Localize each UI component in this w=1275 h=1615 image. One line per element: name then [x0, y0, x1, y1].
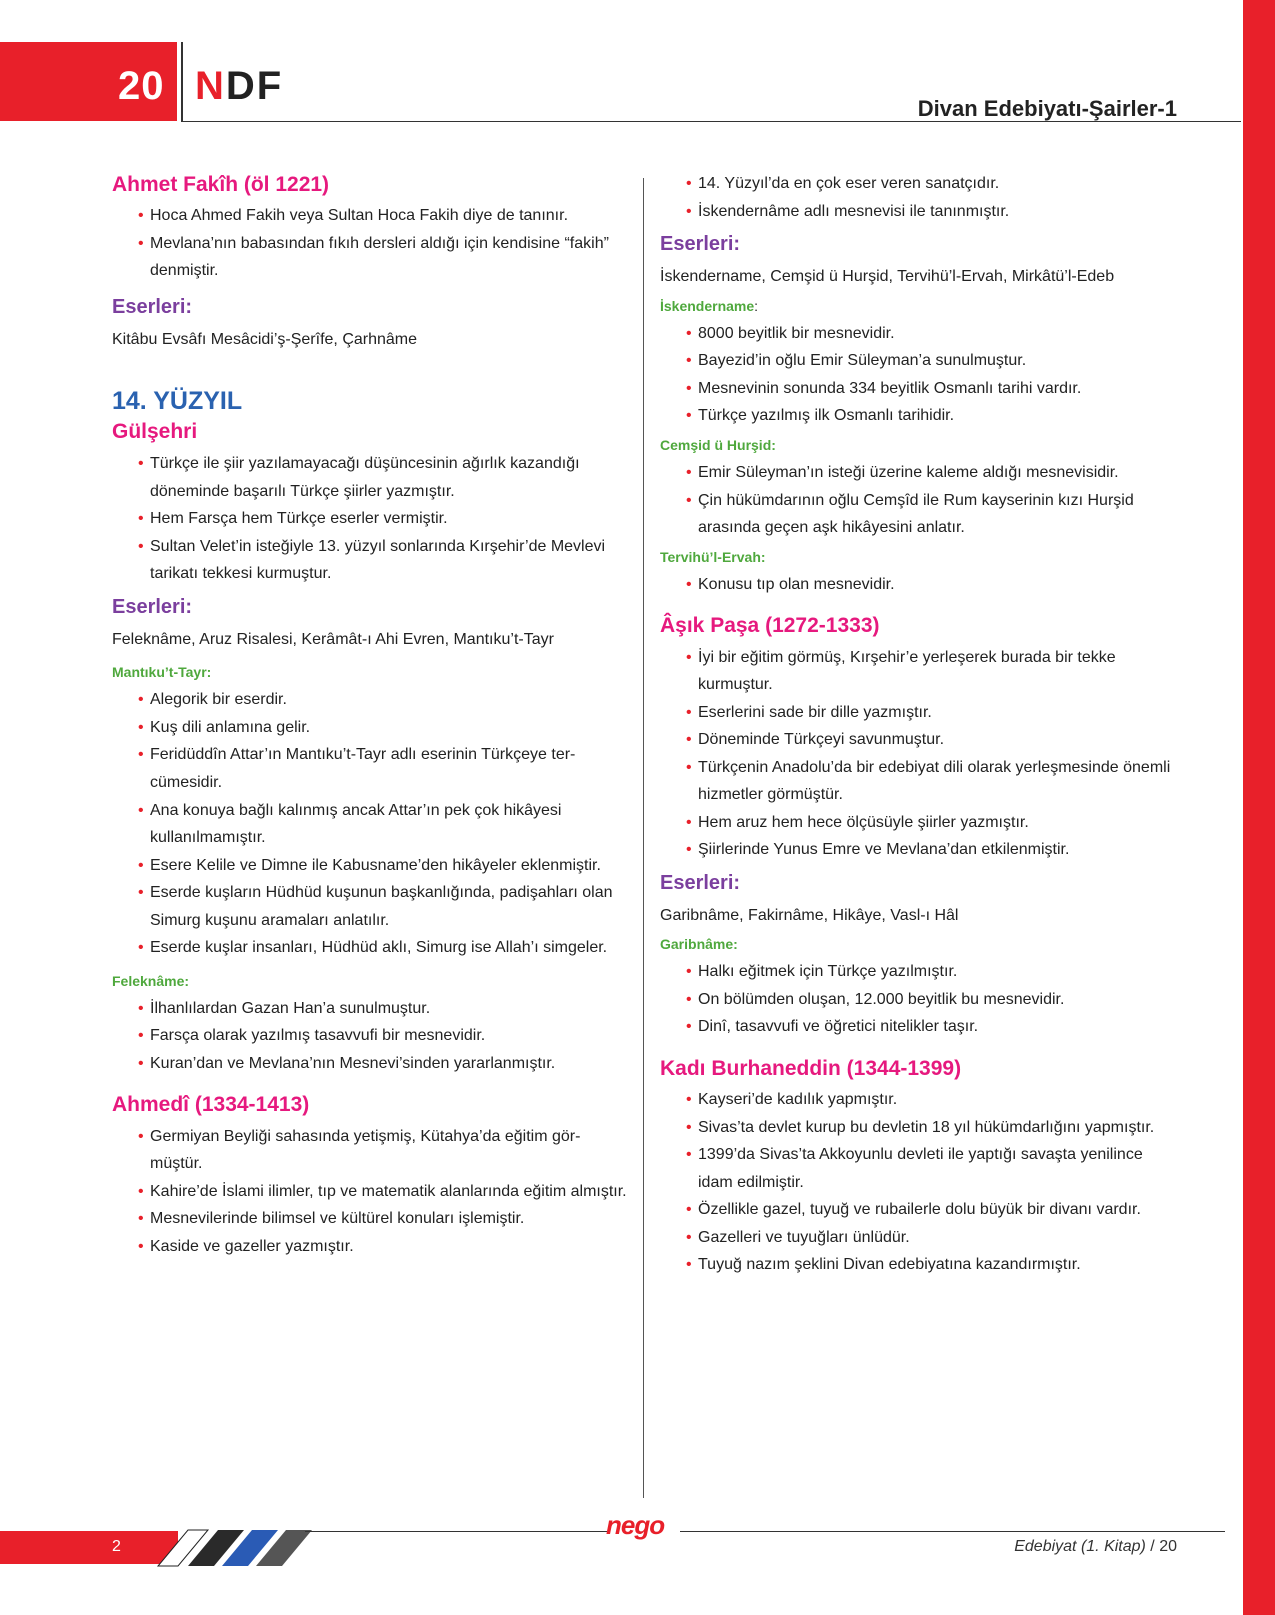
list-item — [660, 836, 1175, 864]
list-item-text: Döneminde Türkçeyi savunmuştur. — [698, 731, 945, 749]
list-item-text: 1399’da Sivas’ta Akkoyunlu devleti ile yaptığı savaşta yenilince idam edilmiştir. — [698, 1146, 1143, 1191]
list-item — [660, 644, 1175, 699]
works-text: Feleknâme, Aruz Risalesi, Kerâmât-ı Ahi Evren, Mantıku’t-Tayr — [112, 630, 554, 648]
list-item — [660, 347, 1175, 375]
list-item — [112, 934, 627, 962]
bullet-icon: • — [686, 463, 692, 481]
bullet-icon: • — [686, 202, 692, 220]
list-item-text: 8000 beyitlik bir mesnevidir. — [698, 324, 895, 342]
list-item — [660, 459, 1175, 487]
list-item — [112, 1233, 627, 1261]
list-item-text: Farsça olarak yazılmış tasavvufi bir mesnevidir. — [150, 1027, 486, 1045]
bullet-icon: • — [686, 352, 692, 370]
list-item — [112, 797, 627, 852]
list-item-text: Dinî, tasavvufi ve öğretici nitelikler taşır. — [698, 1018, 979, 1036]
footer-book — [1014, 1538, 1177, 1556]
list-item-text: Bayezid’in oğlu Emir Süleyman’a sunulmuştur. — [698, 352, 1027, 370]
list-item — [660, 198, 1175, 226]
list-item — [112, 533, 627, 588]
section-title-asik: Âşık Paşa (1272-1333) — [660, 614, 880, 638]
subsection-label-colon: : — [754, 297, 759, 314]
list-item — [660, 809, 1175, 837]
bullet-icon: • — [686, 379, 692, 397]
brand-rest: DF — [225, 64, 284, 108]
works-text: Kitâbu Evsâfı Mesâcidi’ş-Şerîfe, Çarhnâme — [112, 330, 418, 348]
header-title: Divan Edebiyatı-Şairler-1 — [917, 96, 1177, 121]
list-item-text: Özellikle gazel, tuyuğ ve rubailerle dolu büyük bir divanı vardır. — [698, 1201, 1141, 1219]
bullet-icon: • — [686, 1256, 692, 1274]
ahmedi-list — [112, 1123, 627, 1261]
subsection-label: Feleknâme: — [112, 972, 190, 989]
bullet-icon: • — [138, 537, 144, 555]
bullet-icon: • — [138, 801, 144, 819]
header-brand — [195, 66, 283, 106]
list-item — [112, 202, 627, 230]
list-item-text: On bölümden oluşan, 12.000 beyitlik bu mesnevidir. — [698, 990, 1065, 1008]
mantik-list — [112, 686, 627, 961]
list-item — [112, 1123, 627, 1178]
works-label: Eserleri: — [660, 871, 741, 894]
list-item-text: Eserlerini sade bir dille yazmıştır. — [698, 703, 932, 721]
ahmedi-list-cont — [660, 170, 1175, 225]
footer-rule-right — [680, 1531, 1225, 1532]
footer-logo: nego — [606, 1510, 665, 1540]
list-item — [112, 995, 627, 1023]
section-title-ahmet: Ahmet Fakîh (öl 1221) — [112, 173, 330, 196]
list-item — [660, 571, 1175, 599]
list-item-text: Sultan Velet’in isteğiyle 13. yüzyıl sonlarında Kırşehir’de Mevlevi tarikatı tekkesi kurmuştur. — [150, 537, 606, 583]
list-item — [112, 1205, 627, 1233]
bullet-icon: • — [138, 1182, 144, 1200]
header-page-number: 20 — [118, 64, 165, 108]
bullet-icon: • — [686, 407, 692, 425]
left-column — [112, 173, 627, 1260]
list-item-text: Hem aruz hem hece ölçüsüyle şiirler yazmıştır. — [698, 813, 1029, 831]
bullet-icon: • — [138, 856, 144, 874]
list-item-text: Emir Süleyman’ın isteği üzerine kaleme aldığı mesnevisidir. — [698, 463, 1119, 481]
subsection-label-text: İskendername — [660, 297, 755, 314]
section-title-kadi: Kadı Burhaneddin (1344-1399) — [660, 1056, 962, 1080]
bullet-icon: • — [686, 963, 692, 981]
list-item-text: Türkçe ile şiir yazılamayacağı düşüncesinin ağırlık kazandığı döneminde başarılı Türkçe şiirler yazmıştır. — [150, 455, 580, 500]
list-item-text: Kahire’de İslami ilimler, tıp ve matematik alanlarında eğitim almıştır. — [150, 1182, 627, 1200]
list-item-text: Türkçenin Anadolu’da bir edebiyat dili olarak yerleşmesinde önemli hizmetler görmüştür. — [698, 758, 1171, 804]
list-item — [660, 1141, 1175, 1196]
list-item — [112, 879, 627, 934]
list-item-text: Kuran’dan ve Mevlana’nın Mesnevi’sinden yararlanmıştır. — [150, 1054, 556, 1072]
list-item-text: İyi bir eğitim görmüş, Kırşehir’e yerleşerek burada bir tekke kurmuştur. — [698, 648, 1116, 694]
bullet-icon: • — [686, 758, 692, 776]
works-text: Garibnâme, Fakirnâme, Hikâye, Vasl-ı Hâl — [660, 906, 959, 924]
bullet-icon: • — [686, 813, 692, 831]
list-item-text: Mesnevilerinde bilimsel ve kültürel konuları işlemiştir. — [150, 1210, 525, 1228]
list-item — [112, 450, 627, 505]
bullet-icon: • — [138, 1027, 144, 1045]
list-item-text: Kayseri’de kadılık yapmıştır. — [698, 1091, 898, 1109]
bullet-icon: • — [138, 1237, 144, 1255]
list-item — [112, 1050, 627, 1078]
list-item — [660, 754, 1175, 809]
bullet-icon: • — [138, 1054, 144, 1072]
list-item — [660, 1224, 1175, 1252]
felek-list — [112, 995, 627, 1078]
list-item-text: Esere Kelile ve Dimne ile Kabusname’den hikâyeler eklenmiştir. — [150, 856, 601, 874]
list-item-text: 14. Yüzyıl’da en çok eser veren sanatçıdır. — [698, 175, 1000, 192]
footer-book-title: Edebiyat (1. Kitap) — [1014, 1538, 1146, 1555]
list-item-text: İskendernâme adlı mesnevisi ile tanınmıştır. — [698, 202, 1010, 220]
bullet-icon: • — [686, 575, 692, 593]
works-label: Eserleri: — [660, 233, 741, 256]
list-item — [112, 1022, 627, 1050]
list-item — [112, 852, 627, 880]
bullet-icon: • — [686, 648, 692, 666]
bullet-icon: • — [138, 207, 144, 225]
column-divider — [643, 178, 644, 1498]
bullet-icon: • — [138, 746, 144, 764]
bullet-icon: • — [686, 175, 692, 192]
ahmet-list — [112, 202, 627, 285]
bullet-icon: • — [686, 703, 692, 721]
list-item — [112, 505, 627, 533]
subsection-label — [660, 297, 1175, 315]
cemsid-list — [660, 459, 1175, 542]
tervih-list — [660, 571, 1175, 599]
bullet-icon: • — [138, 939, 144, 957]
asik-list — [660, 644, 1175, 864]
bullet-icon: • — [686, 731, 692, 749]
list-item-text: Halkı eğitmek için Türkçe yazılmıştır. — [698, 963, 958, 981]
header-divider — [181, 42, 183, 122]
list-item-text: Sivas’ta devlet kurup bu devletin 18 yıl hükümdarlığını yapmıştır. — [698, 1118, 1155, 1136]
list-item-text: Çin hükümdarının oğlu Cemşîd ile Rum kayserinin kızı Hurşid arasında geçen aşk hikâyesini anlatır. — [698, 491, 1134, 537]
works-text: İskendername, Cemşid ü Hurşid, Tervihü’l-Ervah, Mirkâtü’l-Edeb — [660, 268, 1115, 286]
subsection-label: Tervihü’l-Ervah: — [660, 548, 766, 565]
bullet-icon: • — [138, 1127, 144, 1145]
list-item — [660, 1196, 1175, 1224]
list-item — [660, 1013, 1175, 1041]
list-item — [112, 230, 627, 285]
bullet-icon: • — [686, 324, 692, 342]
list-item-text: Hoca Ahmed Fakih veya Sultan Hoca Fakih diye de tanınır. — [150, 207, 569, 225]
bullet-icon: • — [686, 1146, 692, 1164]
list-item-text: İlhanlılardan Gazan Han’a sunulmuştur. — [150, 999, 431, 1017]
list-item — [660, 958, 1175, 986]
list-item-text: Kuş dili anlamına gelir. — [150, 718, 311, 736]
kadi-list — [660, 1086, 1175, 1279]
list-item-text: Eserde kuşların Hüdhüd kuşunun başkanlığında, padişahları olan Simurg kuşunu aramaları anlatılır. — [150, 884, 613, 929]
subsection-label: Cemşid ü Hurşid: — [660, 436, 776, 453]
list-item-text: Feridüddîn Attar’ın Mantıku’t-Tayr adlı eserinin Türkçeye tercümesidir. — [150, 746, 576, 791]
bullet-icon: • — [686, 841, 692, 859]
header-rule — [183, 121, 1241, 122]
list-item — [112, 714, 627, 742]
right-column — [660, 176, 1175, 1279]
list-item — [660, 402, 1175, 430]
list-item-text: Hem Farsça hem Türkçe eserler vermiştir. — [150, 510, 448, 528]
subsection-label: Mantıku’t-Tayr: — [112, 664, 212, 681]
footer-stripes — [150, 1528, 320, 1568]
list-item-text: Mesnevinin sonunda 334 beyitlik Osmanlı tarihi vardır. — [698, 379, 1082, 397]
gulsehri-list — [112, 450, 627, 588]
footer-sep: / — [1145, 1538, 1160, 1555]
list-item — [112, 741, 627, 796]
list-item-text: Ana konuya bağlı kalınmış ancak Attar’ın pek çok hikâyesi kullanılmamıştır. — [150, 801, 562, 847]
right-edge-bar — [1243, 0, 1275, 1615]
bullet-icon: • — [138, 718, 144, 736]
list-item-text: Kaside ve gazeller yazmıştır. — [150, 1237, 354, 1255]
bullet-icon: • — [138, 1210, 144, 1228]
iskender-list — [660, 320, 1175, 430]
list-item-text: Şiirlerinde Yunus Emre ve Mevlana’dan etkilenmiştir. — [698, 841, 1070, 859]
bullet-icon: • — [138, 691, 144, 709]
list-item — [112, 1178, 627, 1206]
footer-rule-left — [305, 1531, 610, 1532]
bullet-icon: • — [686, 1018, 692, 1036]
list-item — [660, 726, 1175, 754]
list-item — [660, 1086, 1175, 1114]
footer-page-right: 20 — [1159, 1538, 1177, 1555]
bullet-icon: • — [686, 1118, 692, 1136]
bullet-icon: • — [138, 884, 144, 902]
bullet-icon: • — [138, 455, 144, 473]
list-item — [660, 986, 1175, 1014]
list-item — [660, 375, 1175, 403]
bullet-icon: • — [138, 510, 144, 528]
century-heading: 14. YÜZYIL — [112, 387, 243, 416]
list-item-text: Gazelleri ve tuyuğları ünlüdür. — [698, 1228, 910, 1246]
bullet-icon: • — [686, 491, 692, 509]
footer-page-left: 2 — [112, 1538, 121, 1555]
list-item — [660, 1251, 1175, 1279]
list-item-text: Tuyuğ nazım şeklini Divan edebiyatına kazandırmıştır. — [698, 1256, 1081, 1274]
brand-n: N — [195, 64, 226, 108]
list-item — [112, 686, 627, 714]
list-item-text: Konusu tıp olan mesnevidir. — [698, 575, 895, 593]
bullet-icon: • — [686, 990, 692, 1008]
works-label: Eserleri: — [112, 295, 193, 318]
list-item-text: Mevlana’nın babasından fıkıh dersleri aldığı için kendisine “fakih” denmiştir. — [150, 234, 609, 280]
list-item-text: Eserde kuşlar insanları, Hüdhüd aklı, Simurg ise Allah’ı simgeler. — [150, 939, 608, 957]
bullet-icon: • — [686, 1228, 692, 1246]
subsection-label: Garibnâme: — [660, 936, 738, 953]
bullet-icon: • — [138, 999, 144, 1017]
list-item — [660, 1114, 1175, 1142]
list-item-text: Türkçe yazılmış ilk Osmanlı tarihidir. — [698, 407, 955, 425]
bullet-icon: • — [686, 1091, 692, 1109]
list-item — [660, 487, 1175, 542]
list-item — [660, 699, 1175, 727]
list-item-text: Germiyan Beyliği sahasında yetişmiş, Kütahya’da eğitim görmüştür. — [150, 1127, 581, 1173]
bullet-icon: • — [138, 234, 144, 252]
list-item — [660, 170, 1175, 198]
bullet-icon: • — [686, 1201, 692, 1219]
list-item-text: Alegorik bir eserdir. — [150, 691, 287, 709]
section-title-ahmedi: Ahmedî (1334-1413) — [112, 1093, 310, 1117]
list-item — [660, 320, 1175, 348]
garib-list — [660, 958, 1175, 1041]
works-label: Eserleri: — [112, 595, 193, 618]
section-title-gulsehri: Gülşehri — [112, 419, 198, 443]
